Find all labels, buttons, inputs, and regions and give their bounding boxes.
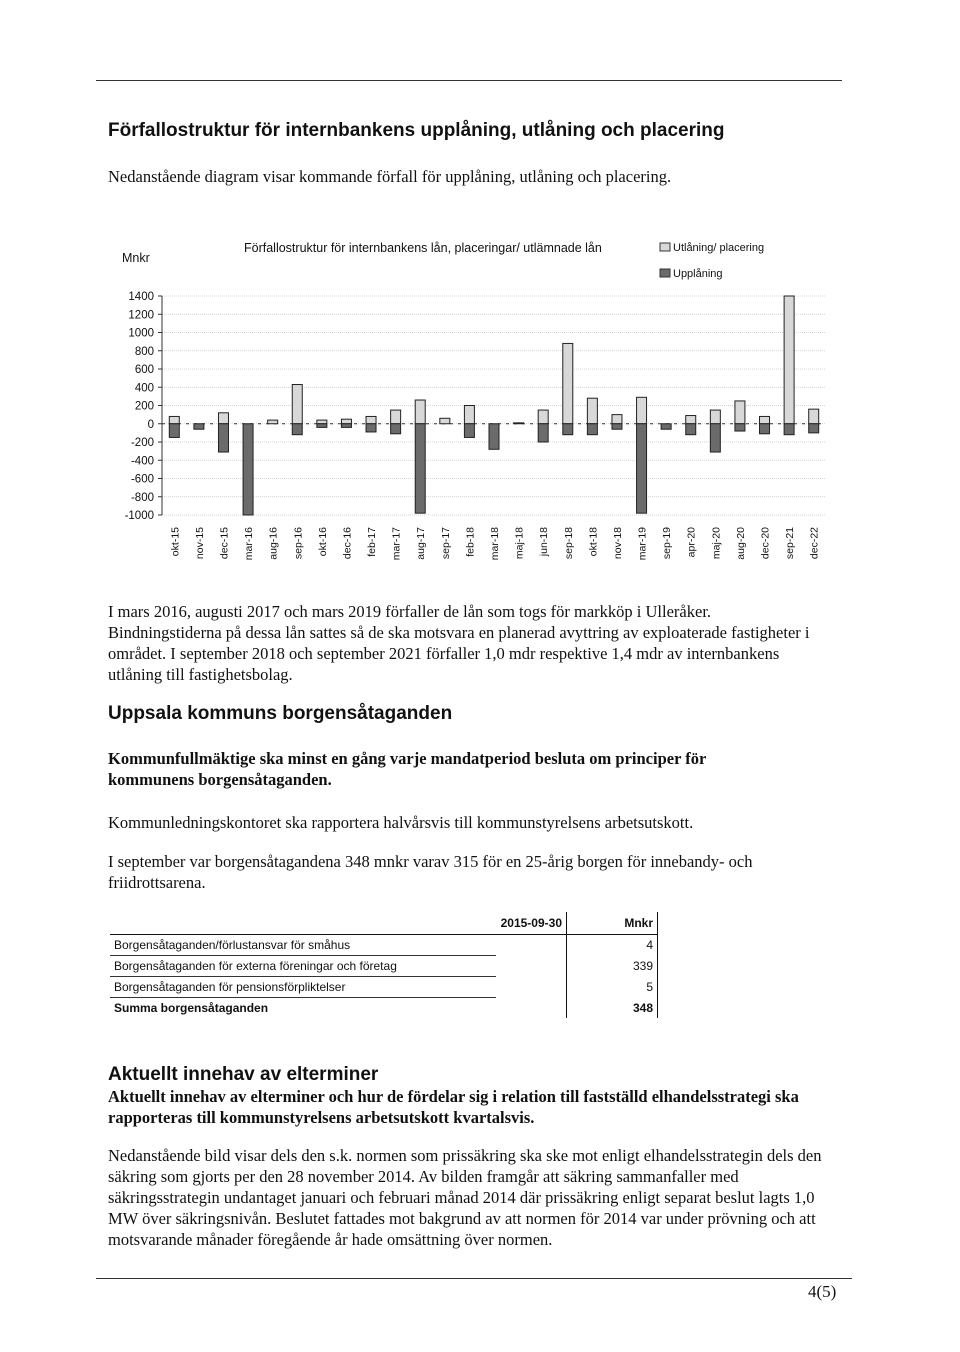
section1-heading: Förfallostruktur för internbankens upplåning, utlåning och placering xyxy=(108,120,725,141)
bar-lending-nov-18 xyxy=(612,415,622,424)
bar-borrowing-mar-19 xyxy=(637,424,647,513)
bar-borrowing-dec-16 xyxy=(341,424,351,428)
x-tick-label: apr-20 xyxy=(685,527,698,558)
x-tick-label: sep-16 xyxy=(292,527,305,560)
x-tick-label: aug-16 xyxy=(267,527,280,560)
bar-lending-okt-18 xyxy=(587,398,597,424)
bar-borrowing-maj-20 xyxy=(710,424,720,452)
section2-paragraph-1: Kommunledningskontoret ska rapportera halvårsvis till kommunstyrelsens arbetsutskott. xyxy=(108,813,694,832)
y-tick-label: -600 xyxy=(130,473,154,486)
x-tick-label: dec-16 xyxy=(341,527,354,560)
bar-borrowing-aug-20 xyxy=(735,424,745,431)
top-rule xyxy=(96,80,842,81)
guarantee-table-header xyxy=(110,912,658,935)
section1-text: I mars 2016, augusti 2017 och mars 2019 förfaller de lån som togs för markköp i Ulleråker. Bindningstiderna på dessa lån sattes så de ska motsvara en planerad avyttring av exploaterade fastigheter i området. I september 2018 och september 2021 förfaller 1,0 mdr respektive 1,4 mdr av internbankens utlåning till fastighetsbolag. xyxy=(108,602,810,684)
x-tick-label: feb-17 xyxy=(366,527,379,557)
x-tick-label: sep-18 xyxy=(562,527,575,560)
legend-label-lending: Utlåning/ placering xyxy=(673,242,765,254)
y-tick-label: 800 xyxy=(134,345,154,358)
y-tick-label: 400 xyxy=(134,382,154,395)
section2-heading: Uppsala kommuns borgensåtaganden xyxy=(108,703,453,724)
bar-borrowing-nov-18 xyxy=(612,424,622,429)
x-tick-label: okt-16 xyxy=(316,527,329,557)
guarantee-table-unit: Mnkr xyxy=(567,912,658,935)
chart-y-unit: Mnkr xyxy=(122,251,150,265)
table-row-label: Borgensåtaganden för externa föreningar och företag xyxy=(110,956,496,977)
bar-lending-mar-19 xyxy=(637,397,647,423)
x-tick-label: nov-18 xyxy=(611,527,624,560)
bar-borrowing-aug-17 xyxy=(415,424,425,513)
y-tick-label: 1200 xyxy=(128,309,154,322)
x-tick-label: okt-15 xyxy=(169,527,182,557)
x-tick-label: dec-15 xyxy=(218,527,231,560)
chart-title: Förfallostruktur för internbankens lån, placeringar/ utlämnade lån xyxy=(244,241,602,255)
section2-paragraph-2: I september var borgensåtagandena 348 mnkr varav 315 för en 25-årig borgen för innebandy- och friidrottsarena. xyxy=(108,852,753,892)
x-tick-label: nov-15 xyxy=(193,527,206,560)
bar-lending-sep-16 xyxy=(292,385,302,424)
bar-lending-feb-18 xyxy=(464,406,474,424)
bar-lending-okt-16 xyxy=(317,420,327,424)
chart-y-axis xyxy=(125,291,826,522)
bar-lending-dec-16 xyxy=(341,419,351,424)
bar-borrowing-mar-17 xyxy=(391,424,401,434)
x-tick-label: okt-18 xyxy=(587,527,600,557)
bar-borrowing-nov-15 xyxy=(194,424,204,429)
x-tick-label: mar-18 xyxy=(489,527,501,561)
x-tick-label: dec-20 xyxy=(759,527,772,560)
y-tick-label: -400 xyxy=(130,455,154,468)
bar-borrowing-sep-18 xyxy=(563,424,573,435)
bar-borrowing-mar-16 xyxy=(243,424,253,515)
section1-intro: Nedanstående diagram visar kommande förfall för upplåning, utlåning och placering. xyxy=(108,167,672,186)
bar-borrowing-dec-15 xyxy=(218,424,228,452)
bar-lending-apr-20 xyxy=(686,416,696,424)
legend-swatch-borrowing xyxy=(660,269,670,277)
x-tick-label: maj-20 xyxy=(710,527,723,560)
table-row-value: 5 xyxy=(567,977,658,998)
legend-swatch-lending xyxy=(660,243,670,251)
bar-lending-aug-16 xyxy=(268,420,278,424)
x-tick-label: mar-19 xyxy=(636,527,649,561)
bar-lending-okt-15 xyxy=(169,416,179,423)
section3-heading: Aktuellt innehav av elterminer xyxy=(108,1064,379,1085)
bar-borrowing-feb-17 xyxy=(366,424,376,432)
guarantee-table xyxy=(110,912,658,1018)
x-tick-label: dec-22 xyxy=(808,527,821,560)
y-tick-label: -1000 xyxy=(124,510,154,522)
x-tick-label: maj-18 xyxy=(513,527,526,560)
bar-lending-sep-21 xyxy=(784,296,794,424)
table-row xyxy=(110,956,658,977)
chart-legend xyxy=(660,242,764,280)
bar-borrowing-jun-18 xyxy=(538,424,548,442)
legend-label-borrowing: Upplåning xyxy=(673,268,723,280)
x-tick-label: jun-18 xyxy=(538,527,551,557)
bar-lending-dec-20 xyxy=(760,416,770,423)
bar-borrowing-feb-18 xyxy=(464,424,474,438)
table-sum-row xyxy=(110,998,658,1019)
table-row-label: Borgensåtaganden för pensionsförpliktelser xyxy=(110,977,496,998)
y-tick-label: 1000 xyxy=(128,327,154,340)
section2-policy-text: Kommunfullmäktige ska minst en gång varje mandatperiod besluta om principer för kommunens borgensåtaganden. xyxy=(108,749,706,789)
maturity-chart xyxy=(100,232,840,590)
y-tick-label: -200 xyxy=(130,437,154,449)
section3-paragraph: Nedanstående bild visar dels den s.k. normen som prissäkring ska ske mot enligt elhandelsstrategin dels den säkring som gjorts per den 28 november 2014. Av bilden framgår att säkring sammanfaller med säkringsstrategin undantaget januari och februari månad 2014 där prissäkring enligt separat beslut lagts 1,0 MW över säkringsnivån. Beslutet fattades mot bakgrund av att normen för 2014 var under prövning och att motsvarande månader föregående år hade omsättning över normen. xyxy=(108,1146,822,1249)
bar-borrowing-okt-15 xyxy=(169,424,179,438)
table-row-value: 4 xyxy=(567,935,658,956)
table-sum-value: 348 xyxy=(567,998,658,1019)
x-tick-label: feb-18 xyxy=(464,527,477,557)
chart-x-labels xyxy=(169,527,820,560)
y-tick-label: 0 xyxy=(147,418,154,431)
bar-lending-aug-20 xyxy=(735,401,745,424)
x-tick-label: sep-21 xyxy=(784,527,797,560)
bottom-rule xyxy=(96,1278,852,1279)
bar-lending-maj-20 xyxy=(710,410,720,424)
x-tick-label: mar-17 xyxy=(390,527,403,561)
x-tick-label: sep-19 xyxy=(661,527,674,560)
bar-lending-dec-15 xyxy=(218,413,228,424)
table-row-value: 339 xyxy=(567,956,658,977)
bar-lending-maj-18 xyxy=(514,423,524,424)
bar-borrowing-dec-22 xyxy=(809,424,819,433)
page-number: 4(5) xyxy=(808,1282,837,1301)
x-tick-label: sep-17 xyxy=(439,527,452,560)
y-tick-label: 1400 xyxy=(128,291,154,303)
table-row xyxy=(110,935,658,956)
table-row-label: Borgensåtaganden/förlustansvar för småhus xyxy=(110,935,496,956)
bar-borrowing-okt-18 xyxy=(587,424,597,435)
bar-borrowing-mar-18 xyxy=(489,424,499,450)
bar-borrowing-sep-21 xyxy=(784,424,794,435)
section3-policy-text: Aktuellt innehav av elterminer och hur de fördelar sig i relation till fastställd elhandelsstrategi ska rapporteras till kommunstyrelsens arbetsutskott kvartalsvis. xyxy=(108,1087,799,1127)
bar-borrowing-apr-20 xyxy=(686,424,696,435)
bar-lending-sep-17 xyxy=(440,418,450,423)
bar-borrowing-okt-16 xyxy=(317,424,327,428)
bar-lending-feb-17 xyxy=(366,416,376,423)
bar-borrowing-dec-20 xyxy=(760,424,770,434)
bar-lending-mar-17 xyxy=(391,410,401,424)
x-tick-label: aug-17 xyxy=(415,527,428,560)
bar-borrowing-sep-16 xyxy=(292,424,302,435)
table-row xyxy=(110,977,658,998)
x-tick-label: aug-20 xyxy=(734,527,747,560)
y-tick-label: -800 xyxy=(130,491,154,504)
guarantee-table-date: 2015-09-30 xyxy=(496,912,567,935)
bar-lending-dec-22 xyxy=(809,409,819,424)
bar-borrowing-sep-19 xyxy=(661,424,671,429)
x-tick-label: mar-16 xyxy=(243,527,256,561)
y-tick-label: 200 xyxy=(134,400,154,413)
table-sum-label: Summa borgensåtaganden xyxy=(114,1001,269,1015)
y-tick-label: 600 xyxy=(134,364,154,376)
bar-lending-sep-18 xyxy=(563,343,573,423)
bar-lending-aug-17 xyxy=(415,400,425,424)
bar-lending-jun-18 xyxy=(538,410,548,424)
chart-grid xyxy=(162,296,826,515)
